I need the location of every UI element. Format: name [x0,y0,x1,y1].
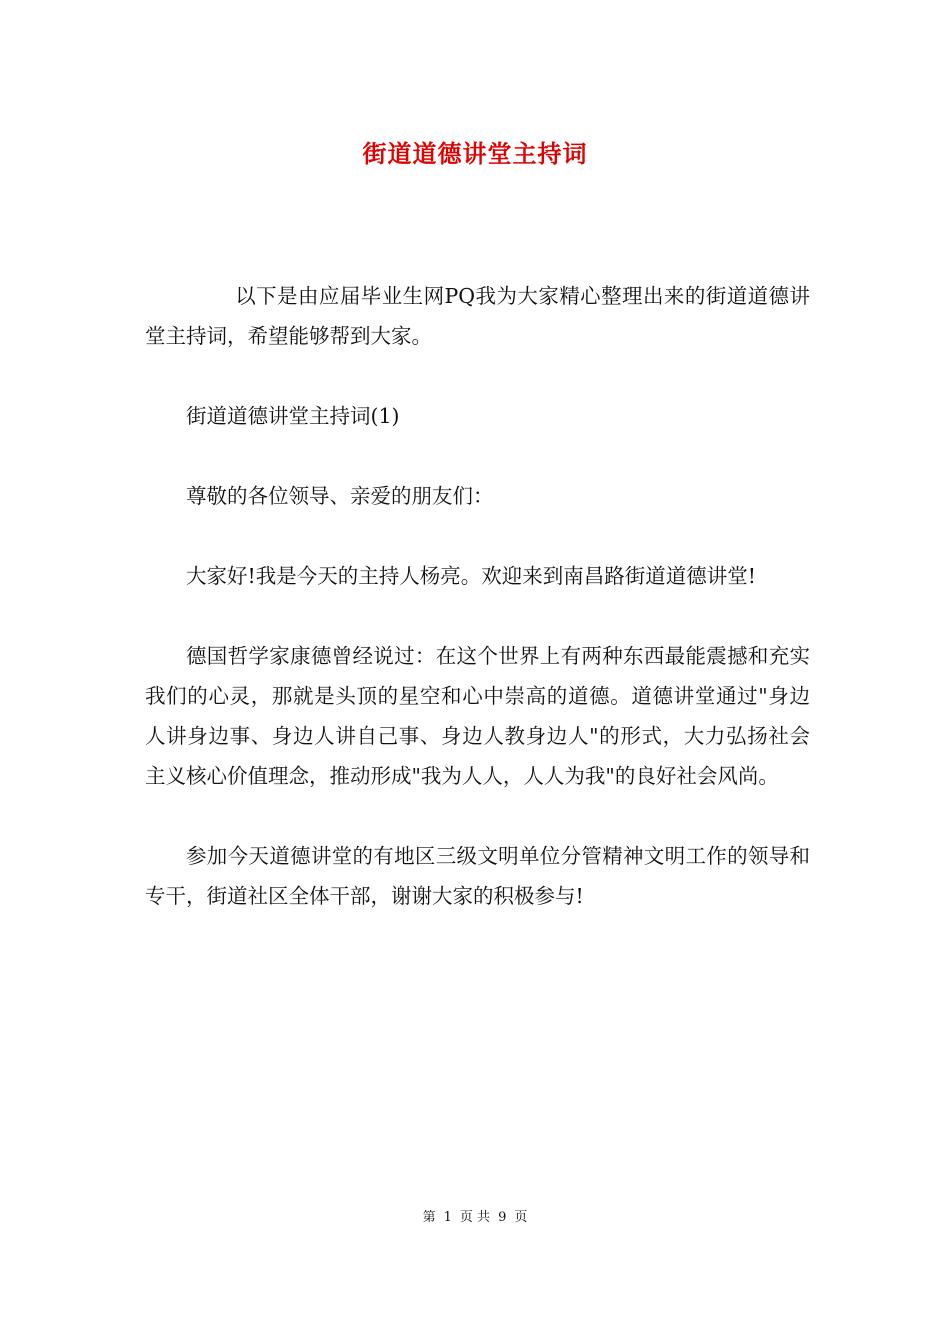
footer-suffix: 页 [514,1210,528,1225]
paragraph-greeting: 大家好!我是今天的主持人杨亮。欢迎来到南昌路街道道德讲堂! [186,564,756,588]
document-title: 街道道德讲堂主持词 [362,139,588,168]
footer-page-number: 1 [443,1210,452,1225]
paragraph-attendees: 参加今天道德讲堂的有地区三级文明单位分管精神文明工作的领导和专干，街道社区全体干部，谢谢大家的积极参与! [145,844,810,908]
paragraph-section-heading: 街道道德讲堂主持词(1) [186,404,400,428]
footer-prefix: 第 [422,1210,436,1225]
footer-total-pages: 9 [498,1210,507,1225]
paragraph-intro: 以下是由应届毕业生网PQ我为大家精心整理出来的街道道德讲堂主持词，希望能够帮到大家。 [145,284,810,348]
footer-middle: 页 共 [459,1210,491,1225]
document-body [145,276,810,956]
paragraph-salutation: 尊敬的各位领导、亲爱的朋友们： [186,484,494,508]
paragraph-kant-quote: 德国哲学家康德曾经说过：在这个世界上有两种东西最能震撼和充实我们的心灵，那就是头顶的星空和心中崇高的道德。道德讲堂通过"身边人讲身边事、身边人讲自己事、身边人教身边人"的形式，大力弘扬社会主义核心价值理念，推动形成"我为人人，人人为我"的良好社会风尚。 [145,644,810,788]
page-footer [0,1206,950,1230]
